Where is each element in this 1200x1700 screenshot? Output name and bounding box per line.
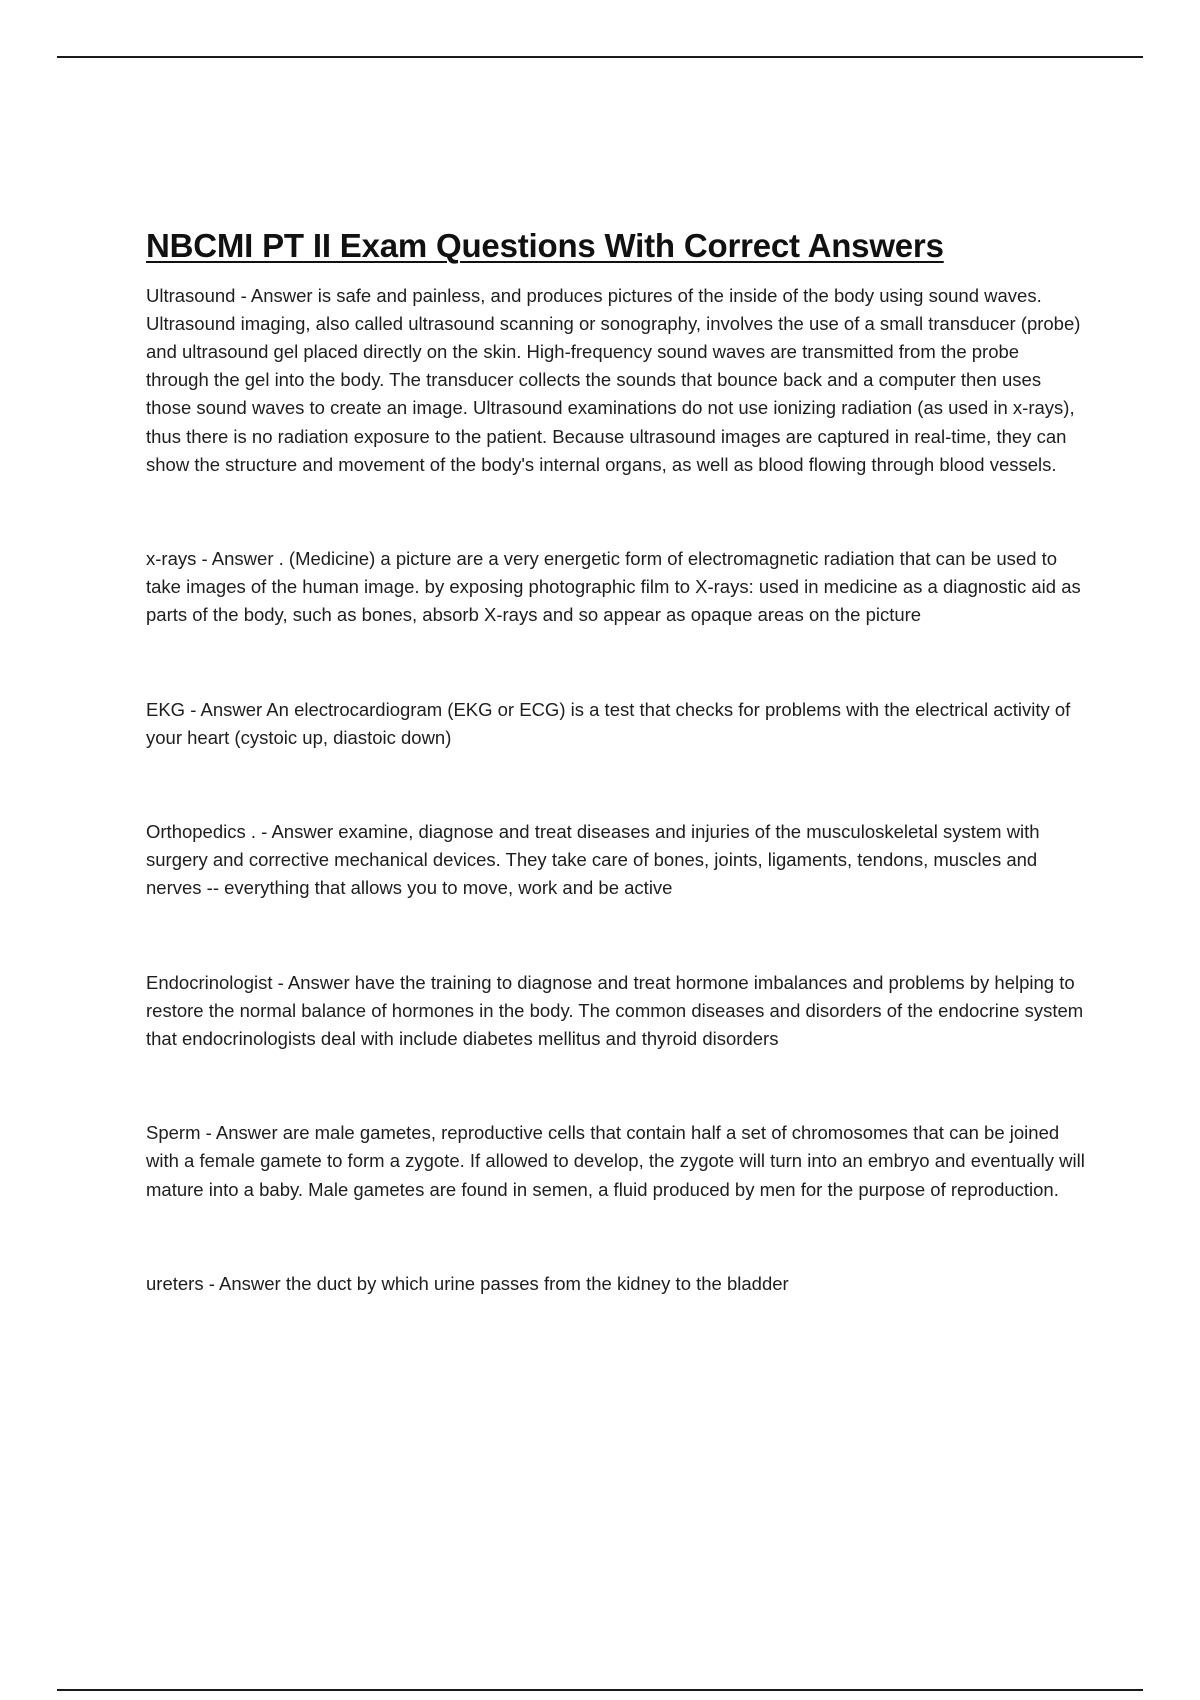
qa-separator: -	[272, 971, 288, 993]
qa-entry-orthopedics	[146, 818, 1086, 903]
document-body	[146, 226, 1086, 1298]
qa-term: Endocrinologist	[146, 971, 273, 993]
header-rule	[57, 56, 1143, 58]
qa-separator: -	[256, 821, 272, 843]
qa-separator: -	[200, 1122, 216, 1144]
qa-answer: Answer . (Medicine) a picture are a very energetic form of electromagnetic radiation that can be used to take images of the human image. by exposing photographic film to X-rays: used in medicine as a diagnostic aid as parts of the body, such as bones, absorb X-rays and so appear as opaque areas on the picture	[146, 548, 1081, 626]
qa-separator: -	[203, 1272, 219, 1294]
qa-answer: Answer are male gametes, reproductive cells that contain half a set of chromosomes that can be joined with a female gamete to form a zygote. If allowed to develop, the zygote will turn into an embryo and eventually will mature into a baby. Male gametes are found in semen, a fluid produced by men for the purpose of reproduction.	[146, 1122, 1085, 1200]
qa-entry-x-rays	[146, 545, 1086, 630]
qa-entry-ureters	[146, 1270, 1086, 1298]
qa-separator: -	[185, 698, 201, 720]
qa-entry-sperm	[146, 1119, 1086, 1204]
qa-term: ureters	[146, 1272, 204, 1294]
qa-term: Orthopedics .	[146, 821, 257, 843]
qa-answer: Answer is safe and painless, and produces pictures of the inside of the body using sound waves. Ultrasound imaging, also called ultrasound scanning or sonography, involves the use of a small transducer (probe) and ultrasound gel placed directly on the skin. High-frequency sound waves are transmitted from the probe through the gel into the body. The transducer collects the sounds that bounce back and a computer then uses those sound waves to create an image. Ultrasound examinations do not use ionizing radiation (as used in x-rays), thus there is no radiation exposure to the patient. Because ultrasound images are captured in real-time, they can show the structure and movement of the body's internal organs, as well as blood flowing through blood vessels.	[146, 284, 1081, 475]
page-title: NBCMI PT II Exam Questions With Correct Answers	[146, 227, 944, 264]
qa-term: Ultrasound	[146, 284, 236, 306]
qa-entry-ekg	[146, 696, 1086, 752]
qa-answer: Answer examine, diagnose and treat diseases and injuries of the musculoskeletal system with surgery and corrective mechanical devices. They take care of bones, joints, ligaments, tendons, muscles and nerves -- everything that allows you to move, work and be active	[146, 821, 1040, 899]
qa-term: x-rays	[146, 548, 197, 570]
qa-entry-ultrasound	[146, 282, 1086, 479]
qa-separator: -	[235, 284, 251, 306]
qa-term: EKG	[146, 698, 186, 720]
qa-term: Sperm	[146, 1122, 201, 1144]
qa-entry-endocrinologist	[146, 969, 1086, 1054]
qa-separator: -	[196, 548, 212, 570]
qa-answer: Answer the duct by which urine passes from the kidney to the bladder	[219, 1272, 789, 1294]
qa-answer: Answer have the training to diagnose and treat hormone imbalances and problems by helping to restore the normal balance of hormones in the body. The common diseases and disorders of the endocrine system that endocrinologists deal with include diabetes mellitus and thyroid disorders	[146, 971, 1084, 1050]
qa-answer: Answer An electrocardiogram (EKG or ECG) is a test that checks for problems with the electrical activity of your heart (cystoic up, diastoic down)	[146, 698, 1071, 748]
footer-rule	[57, 1689, 1143, 1691]
